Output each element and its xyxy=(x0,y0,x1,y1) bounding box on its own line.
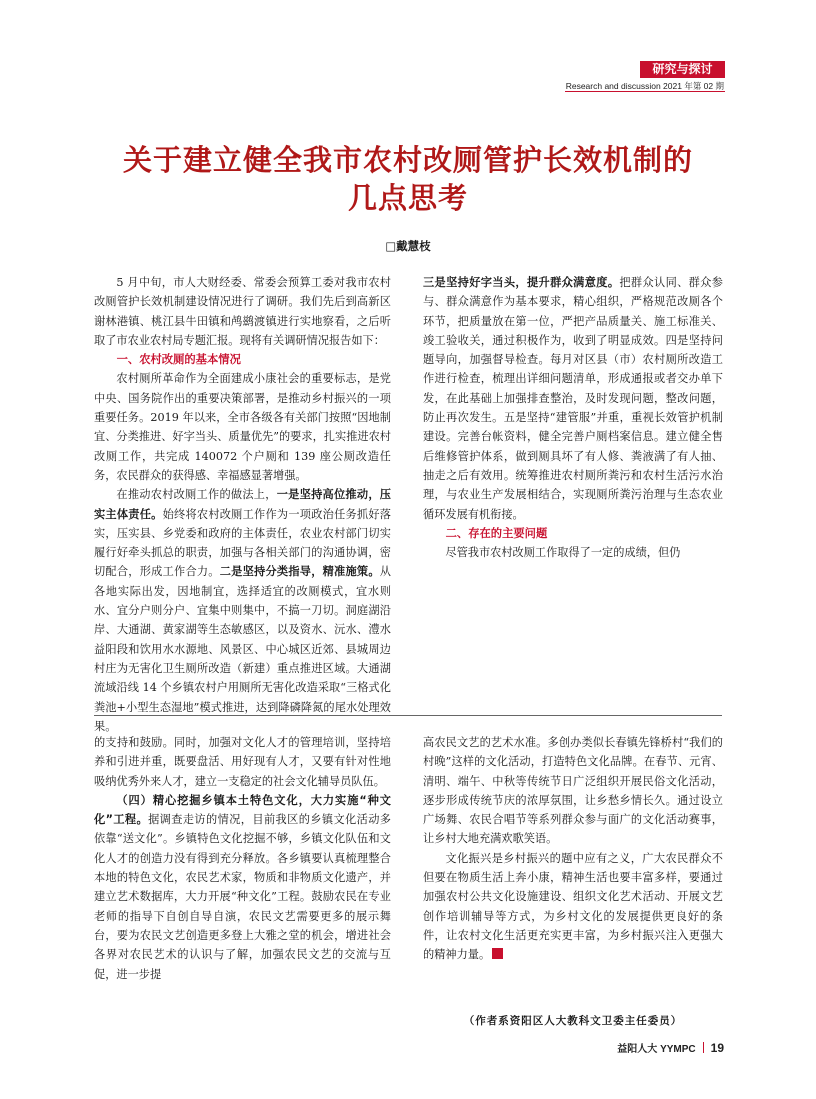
bold-point: 三是坚持好字当头，提升群众满意度。 xyxy=(423,276,620,289)
page-number: 19 xyxy=(710,1041,724,1055)
paragraph xyxy=(423,849,723,965)
text: 在推动农村改厕工作的做法上， xyxy=(116,488,277,502)
end-mark-icon xyxy=(492,948,503,959)
column-lower-left xyxy=(94,733,391,984)
footer-divider xyxy=(703,1042,704,1053)
paragraph: 农村厕所革命作为全面建成小康社会的重要标志，是党中央、国务院作出的重要决策部署，是推动乡村振兴的一项重要任务。2019 年以来，全市各级各有关部门按照“因地制宜、分类推进、好字当头、质量优先”的要求，扎实推进农村改厕工作，共完成 140072 个户厕和 139 座公厕改造任务，农民群众的获得感、幸福感显著增强。 xyxy=(94,372,391,482)
text: 把群众认同、群众参与、群众满意作为基本要求，精心组织，严格规范改厕各个环节，把质量放在第一位，严把产品质量关、施工标准关、竣工验收关，通过积极作为，收到了明显成效。四是坚持问题导向，加强督导检查。每月对区县（市）农村厕所改造工作进行检查，梳理出详细问题清单，形成通报或者交办单下发，在此基础上加强排查整治，及时发现问题，整改问题，防止再次发生。五是坚持“建管服”并重，重视长效管护机制建设。完善台帐资料，健全完善户厕档案信息。建立健全售后维修管护体系，做到厕具坏了有人修、粪液满了有人抽、抽走之后有效用。统筹推进农村厕所粪污和农村生活污水治理，与农业生产发展相结合，实现厕所粪污治理与生态农业循环发展有机衔接。 xyxy=(423,276,723,521)
issue-label: Research and discussion 2021 年第 02 期 xyxy=(565,81,724,91)
bold-point: 一是坚持高位推动，压实主体责任。 xyxy=(94,488,391,521)
title-line-2: 几点思考 xyxy=(347,181,468,215)
title-line-1: 关于建立健全我市农村改厕管护长效机制的 xyxy=(122,143,693,177)
column-lower-right xyxy=(423,733,723,965)
bold-point: （四）精心挖掘乡镇本土特色文化，大力实施“种文化”工程。 xyxy=(94,793,391,827)
text: 文化振兴是乡村振兴的题中应有之义，广大农民群众不但要在物质生活上奔小康，精神生活也要丰富多样，要通过加强农村公共文化设施建设、组织文化艺术活动、开展文艺创作培训辅导等方式，为乡村文化的发展提供更良好的条件，让农村文化生活更充实更丰富，为乡村振兴注入更强大的精神力量。 xyxy=(423,851,723,962)
page-footer xyxy=(617,1040,724,1055)
paragraph xyxy=(94,791,391,984)
header-rule xyxy=(565,91,725,92)
section-divider xyxy=(94,715,722,716)
paragraph: 的支持和鼓励。同时，加强对文化人才的管理培训，坚持培养和引进并重，既要盘活、用好现有人才，又要有针对性地吸纳优秀外来人才，建立一支稳定的社会文化辅导员队伍。 xyxy=(94,736,391,788)
article-title xyxy=(60,141,756,217)
author: □戴慧枝 xyxy=(385,239,431,253)
paragraph xyxy=(94,485,391,736)
column-upper-right xyxy=(423,273,723,562)
paragraph xyxy=(423,273,723,524)
section-tag: 研究与探讨 xyxy=(640,61,725,78)
column-upper-left xyxy=(94,273,391,736)
paragraph: 高农民文艺的艺术水准。多创办类似长春镇先锋桥村“我们的村晚”这样的文化活动，打造特色文化品牌。在春节、元宵、清明、端午、中秋等传统节日广泛组织开展民俗文化活动，逐步形成传统节庆的浓厚氛围，让乡愁乡情长久。通过设立广场舞、农民合唱节等系列群众参与面广的文化活动赛事，让乡村大地充满欢歌笑语。 xyxy=(423,736,723,846)
section-heading-1: 一、农村改厕的基本情况 xyxy=(116,353,241,367)
text: 据调查走访的情况，目前我区的乡镇文化活动多依靠“送文化”。乡镇特色文化挖掘不够，乡镇文化队伍和文化人才的创造力没有得到充分释放。各乡镇要认真梳理整合本地的特色文化，农民艺术家，物质和非物质文化遗产，并建立艺术数据库，大力开展“种文化”工程。鼓励农民在专业老师的指导下自创自导自演，农民文艺需要更多的展示舞台，要为农民文艺创造更多登上大雅之堂的机会，增进社会各界对农民艺术的认识与了解，加强农民文艺的交流与互促，进一步提 xyxy=(94,813,391,981)
paragraph: 尽管我市农村改厕工作取得了一定的成绩，但仍 xyxy=(445,546,681,560)
magazine-name: 益阳人大 YYMPC xyxy=(617,1044,696,1055)
text: 始终将农村改厕工作作为一项政治任务抓好落实，压实县、乡党委和政府的主体责任，农业农村部门切实履行好牵头抓总的职责，加强与各相关部门的沟通协调，密切配合，形成工作合力。 xyxy=(94,507,391,579)
paragraph: 5 月中旬，市人大财经委、常委会预算工委对我市农村改厕管护长效机制建设情况进行了调研。我们先后到高新区谢林港镇、桃江县牛田镇和鸬鹚渡镇进行实地察看，之后听取了市农业农村局专题汇报。现将有关调研情况报告如下： xyxy=(94,276,391,347)
text: 从各地实际出发，因地制宜，选择适宜的改厕模式，宜水则水、宜分户则分户、宜集中则集中，不搞一刀切。洞庭湖沿岸、大通湖、黄家湖等生态敏感区，以及资水、沅水、澧水益阳段和饮用水水源地、风景区、中心城区近郊、县城周边村庄为无害化卫生厕所改造（新建）重点推进区域。大通湖流域沿线 14 个乡镇农村户用厕所无害化改造采取“三格式化粪池+小型生态湿地”模式推进，达到降磷降氮的尾水处理效果。 xyxy=(94,565,391,733)
bold-point: 二是坚持分类指导，精准施策。 xyxy=(219,565,380,579)
section-heading-2: 二、存在的主要问题 xyxy=(445,526,548,540)
author-byline: （作者系资阳区人大教科文卫委主任委员） xyxy=(463,1015,683,1027)
